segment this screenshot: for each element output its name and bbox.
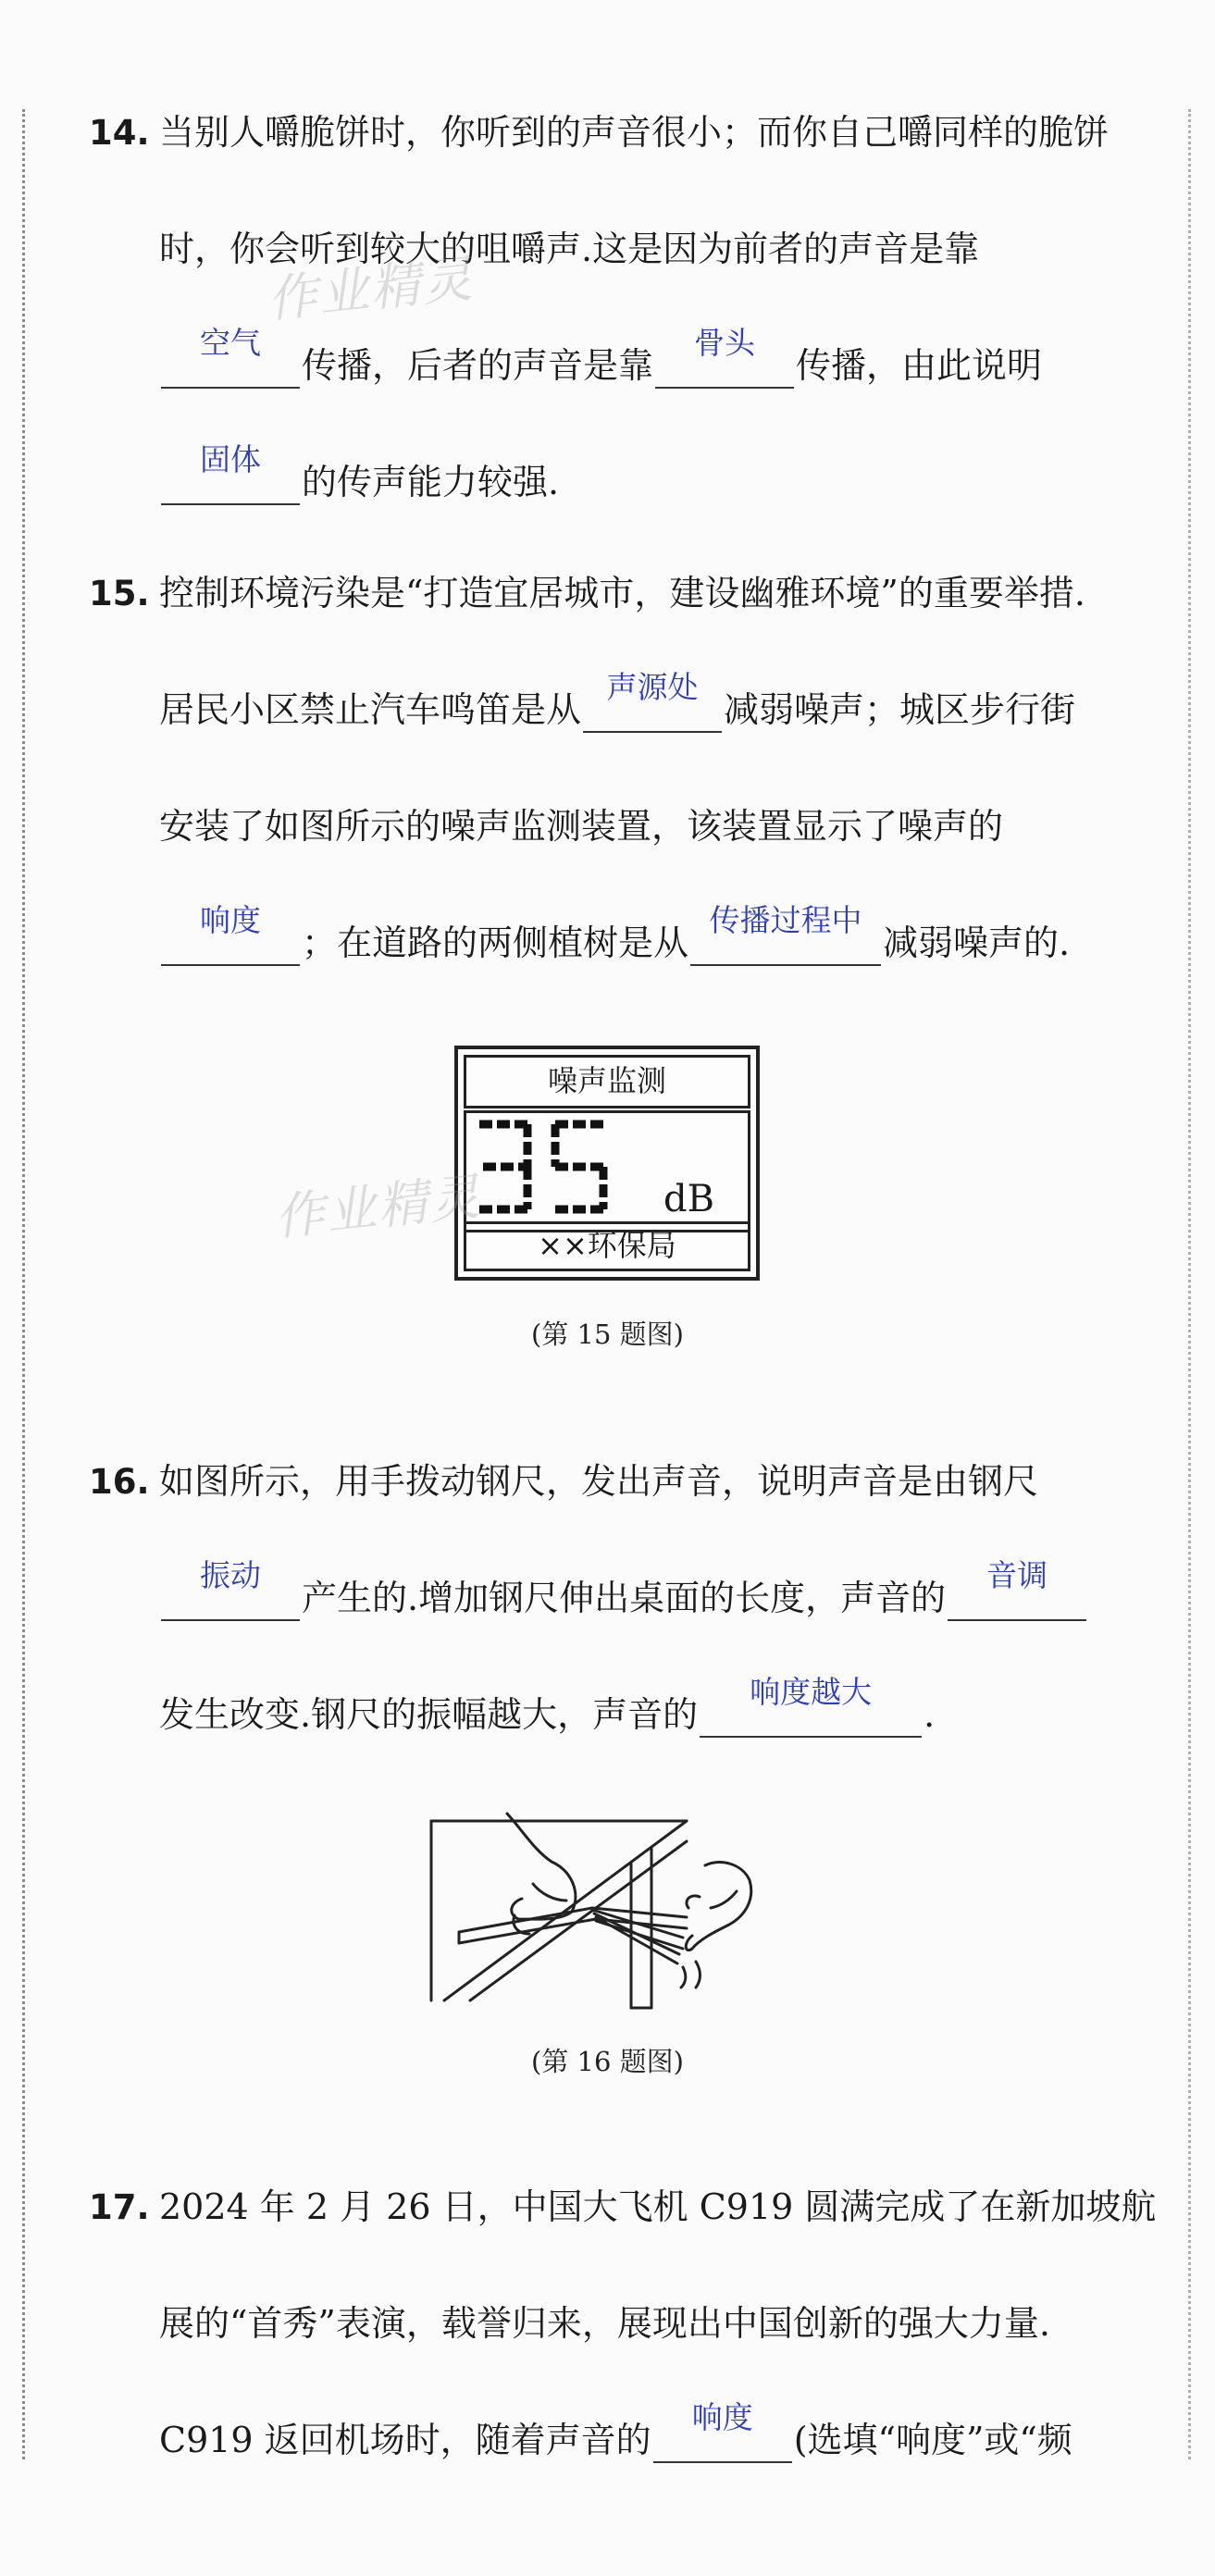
monitor-display <box>464 1110 750 1232</box>
right-dotted-margin <box>1188 109 1191 2459</box>
noise-monitor-figure <box>454 1046 760 1281</box>
q14-line-3: 空气 传播，后者的声音是靠 骨头 传播，由此说明 <box>159 342 1140 389</box>
monitor-unit: dB <box>663 1178 714 1220</box>
q16-blank-3[interactable] <box>700 1674 922 1738</box>
q14-blank-2[interactable] <box>655 325 794 389</box>
q16-blank-2[interactable] <box>948 1557 1086 1621</box>
q17-line-3: C919 返回机场时，随着声音的 响度 (选填“响度”或“频 <box>159 2417 1140 2463</box>
answer-text: 传播过程中 <box>709 902 862 938</box>
q17-number: 17. <box>89 2187 150 2227</box>
answer-text: 音调 <box>986 1557 1048 1593</box>
q14-line-4: 固体 的传声能力较强. <box>159 459 1140 505</box>
q14-number: 14. <box>89 113 150 153</box>
q16-blank-1[interactable] <box>161 1557 300 1621</box>
q15-line-3: 安装了如图所示的噪声监测装置，该装置显示了噪声的 <box>159 806 1004 847</box>
q14-blank-3[interactable] <box>161 441 300 505</box>
answer-text: 骨头 <box>694 325 756 361</box>
watermark: 作业精灵 <box>264 249 477 329</box>
answer-text: 响度 <box>691 2399 753 2435</box>
q15-line-4: 响度 ；在道路的两侧植树是从 传播过程中 减弱噪声的. <box>159 920 1140 966</box>
left-dotted-margin <box>22 109 25 2459</box>
q14-line-2: 时，你会听到较大的咀嚼声.这是因为前者的声音是靠 <box>159 229 980 269</box>
q16-line-1: 16. 如图所示，用手拨动钢尺，发出声音，说明声音是由钢尺 <box>89 1458 1070 1505</box>
q17-blank-1[interactable] <box>653 2399 792 2463</box>
answer-text: 声源处 <box>606 669 699 705</box>
q15-blank-1[interactable] <box>583 669 722 733</box>
answer-text: 响度 <box>200 902 261 938</box>
q14-blank-1[interactable] <box>161 325 300 389</box>
answer-text: 固体 <box>200 441 261 477</box>
q15-line-1: 15. 控制环境污染是“打造宜居城市，建设幽雅环境”的重要举措. <box>89 570 1070 617</box>
monitor-header: 噪声监测 <box>464 1055 750 1108</box>
q16-line-3: 发生改变.钢尺的振幅越大，声音的 响度越大 . <box>159 1691 1140 1738</box>
answer-text: 响度越大 <box>750 1674 873 1710</box>
q15-number: 15. <box>89 574 150 613</box>
q16-number: 16. <box>89 1462 150 1502</box>
answer-text: 空气 <box>200 325 261 361</box>
q17-line-1: 17. 2024 年 2 月 26 日，中国大飞机 C919 圆满完成了在新加坡航 <box>89 2184 1070 2231</box>
q15-line-2: 居民小区禁止汽车鸣笛是从 声源处 减弱噪声；城区步行街 <box>159 687 1140 733</box>
figure-15-caption: (第 15 题图) <box>531 1319 684 1350</box>
q15-blank-3[interactable] <box>690 902 881 966</box>
q15-blank-2[interactable] <box>161 902 300 966</box>
monitor-footer: ××环保局 <box>464 1221 750 1271</box>
figure-16-caption: (第 16 题图) <box>531 2046 684 2077</box>
watermark: 作业精灵 <box>271 1167 485 1247</box>
answer-text: 振动 <box>200 1557 261 1593</box>
q16-line-2: 振动 产生的.增加钢尺伸出桌面的长度，声音的 音调 <box>159 1575 1140 1621</box>
q17-line-2: 展的“首秀”表演，载誉归来，展现出中国创新的强大力量. <box>159 2303 1050 2344</box>
q14-line-1: 14. 当别人嚼脆饼时，你听到的声音很小；而你自己嚼同样的脆饼 <box>89 109 1070 156</box>
steel-ruler-figure <box>422 1804 811 2013</box>
